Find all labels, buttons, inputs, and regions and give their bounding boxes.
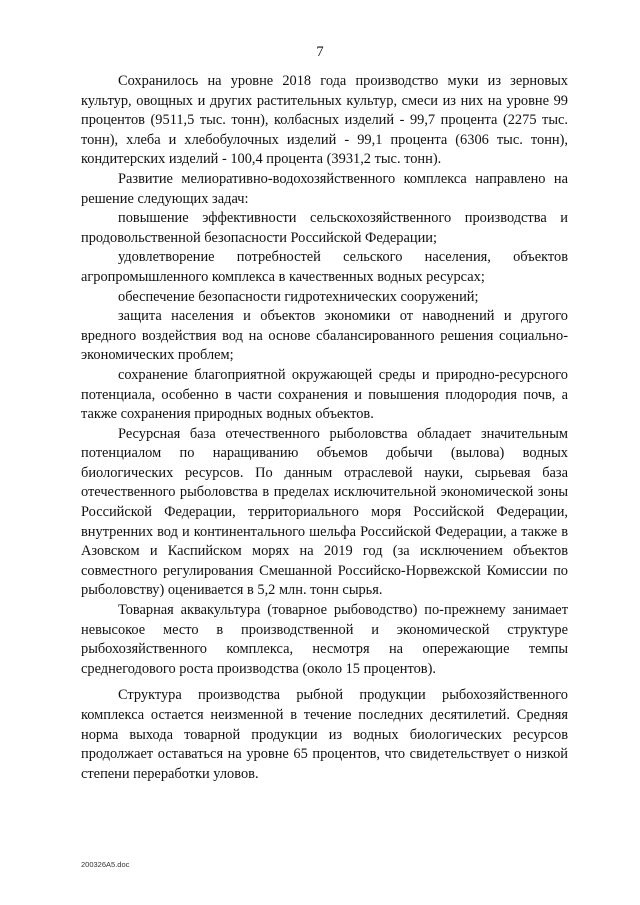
task-item-flood-protection: защита населения и объектов экономики от наводнений и другого вредного воздействия вод на основе сбалансированного решения социально-экономических проблем; xyxy=(81,308,568,364)
paragraph-aquaculture: Товарная аквакультура (товарное рыбоводство) по-прежнему занимает невысокое место в производственной и экономической структуре рыбохозяйственного комплекса, несмотря на опережающие темпы среднегодового роста производства (около 15 процентов). xyxy=(81,602,568,677)
document-filename: 200326A5.doc xyxy=(81,860,130,869)
task-item-efficiency: повышение эффективности сельскохозяйственного производства и продовольственной безопасности Российской Федерации; xyxy=(81,210,568,246)
paragraph-fishery-resources: Ресурсная база отечественного рыболовства обладает значительным потенциалом по наращиванию объемов добычи (вылова) водных биологических ресурсов. По данным отраслевой науки, сырьевая база отечественного рыболовства в пределах исключительной экономической зоны Российской Федерации, территориального моря Российской Федерации, внутренних вод и континентального шельфа Российской Федерации, а также в Азовском и Каспийском морях на 2019 год (за исключением объектов совместного регулирования Смешанной Российско-Норвежской Комиссии по рыболовству) оценивается в 5,2 млн. тонн сырья. xyxy=(81,425,568,599)
paragraph-flour-production: Сохранилось на уровне 2018 года производство муки из зерновых культур, овощных и других растительных культур, смеси из них на уровне 99 процентов (9511,5 тыс. тонн), колбасных изделий - 99,7 процента (2275 тыс. тонн), хлеба и хлебобулочных изделий - 99,1 процента (6306 тыс. тонн), кондитерских изделий - 100,4 процента (3931,2 тыс. тонн). xyxy=(81,73,568,168)
task-item-hydro-safety: обеспечение безопасности гидротехнических сооружений; xyxy=(118,288,479,305)
task-item-environment: сохранение благоприятной окружающей среды и природно-ресурсного потенциала, особенно в части сохранения и повышения плодородия почв, а также сохранения природных водных объектов. xyxy=(81,366,568,423)
task-item-water-needs: удовлетворение потребностей сельского населения, объектов агропромышленного комплекса в качественных водных ресурсах; xyxy=(81,249,568,285)
paragraph-melioration-intro: Развитие мелиоративно-водохозяйственного комплекса направлено на решение следующих задач: xyxy=(81,170,568,207)
page-number: 7 xyxy=(316,44,324,60)
document-body xyxy=(81,72,568,784)
paragraph-fish-processing: Структура производства рыбной продукции рыбохозяйственного комплекса остается неизменной в течение последних десятилетий. Средняя норма выхода товарной продукции из водных биологических ресурсов продолжает оставаться на уровне 65 процентов, что свидетельствует о низкой степени переработки уловов. xyxy=(81,687,568,782)
